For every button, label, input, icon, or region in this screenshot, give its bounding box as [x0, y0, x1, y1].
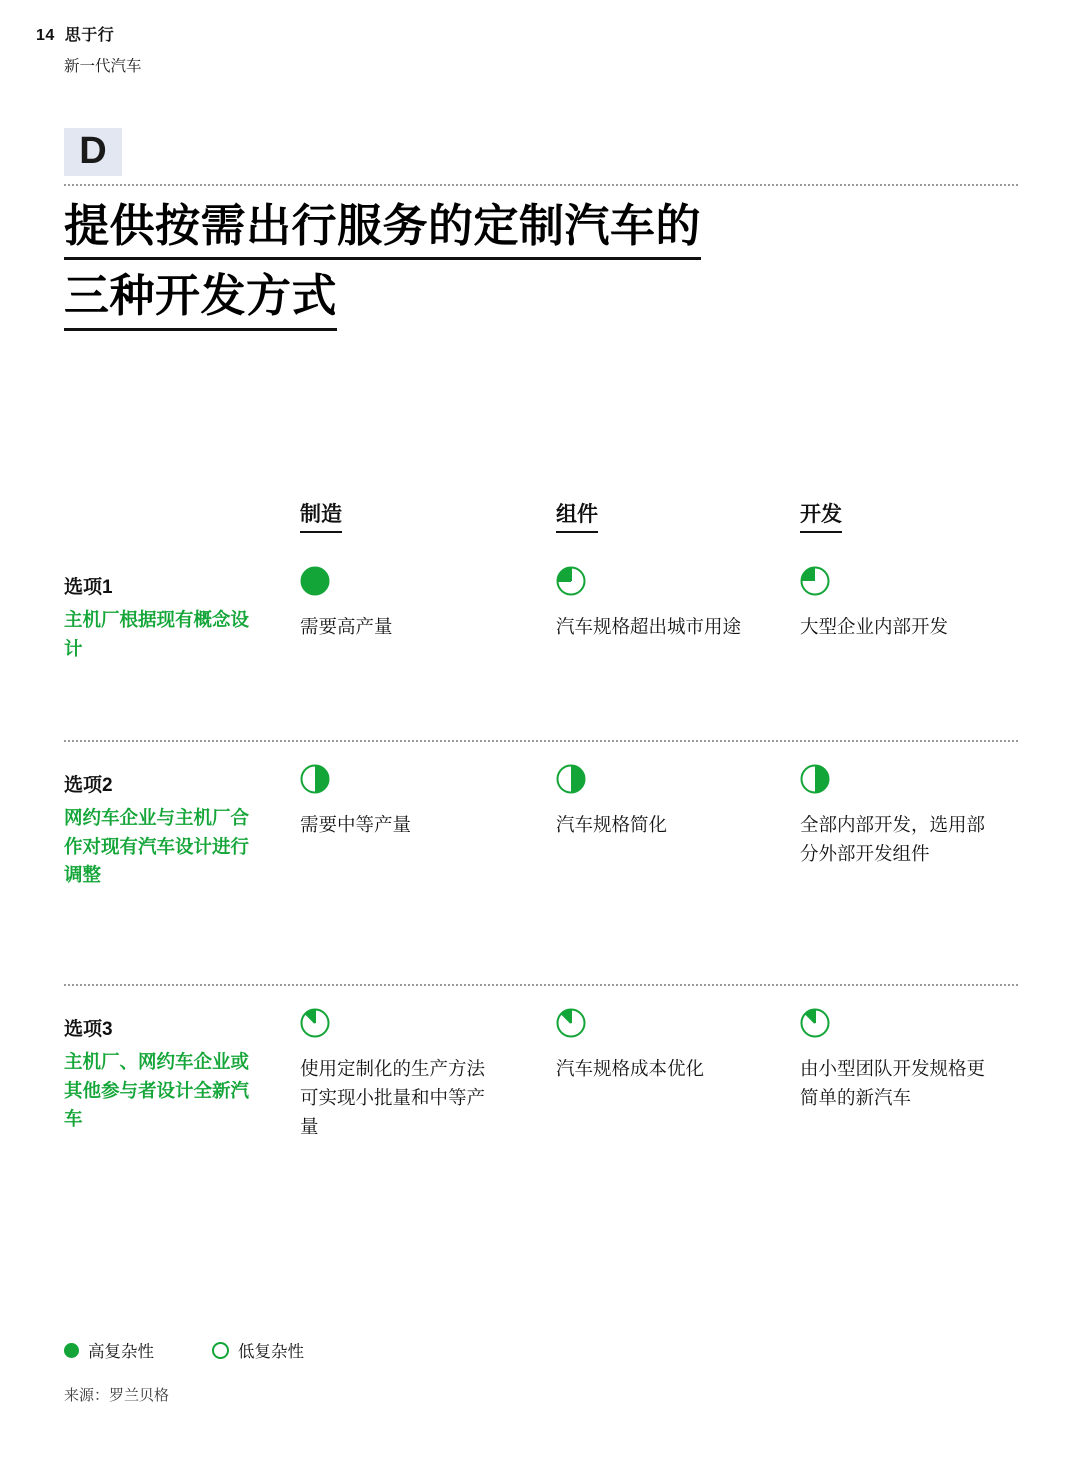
legend-empty-circle-icon [212, 1342, 229, 1359]
option-description: 主机厂根据现有概念设计 [64, 609, 250, 659]
matrix-column-headers [64, 480, 1018, 544]
cell-text: 需要中等产量 [300, 814, 412, 835]
matrix-row [64, 984, 1018, 1226]
page-title [64, 196, 964, 337]
legend-item-low [212, 1338, 304, 1362]
section-letter-badge: D [64, 128, 122, 176]
matrix-row [64, 544, 1018, 740]
cell-text: 需要高产量 [300, 616, 393, 637]
column-header-manufacturing: 制造 [300, 498, 342, 533]
cell-text: 使用定制化的生产方法可实现小批量和中等产量 [300, 1058, 486, 1138]
cell-text: 汽车规格超出城市用途 [556, 616, 742, 637]
complexity-marker-quarter-icon [556, 566, 586, 596]
complexity-marker-half-icon [300, 764, 330, 794]
option-label: 选项1 [64, 577, 113, 598]
section-name: 思于行 [64, 27, 115, 44]
legend-label: 高复杂性 [88, 1343, 154, 1361]
matrix-row [64, 740, 1018, 984]
complexity-marker-quarter-icon [800, 566, 830, 596]
cell-text: 由小型团队开发规格更简单的新汽车 [800, 1058, 986, 1109]
legend-item-high [64, 1338, 154, 1362]
cell-text: 全部内部开发，选用部分外部开发组件 [800, 814, 986, 865]
cell-text: 大型企业内部开发 [800, 616, 949, 637]
cell-text: 汽车规格简化 [556, 814, 668, 835]
complexity-marker-eighth-icon [300, 1008, 330, 1038]
legend-full-circle-icon [64, 1343, 79, 1358]
comparison-matrix [64, 480, 1018, 1226]
page-title-line-1: 提供按需出行服务的定制汽车的 [64, 196, 701, 260]
option-label: 选项2 [64, 775, 113, 796]
title-divider [64, 184, 1018, 186]
complexity-marker-half-icon [800, 764, 830, 794]
complexity-marker-full-icon [300, 566, 330, 596]
header-title-line [36, 22, 142, 45]
complexity-marker-half-icon [556, 764, 586, 794]
complexity-marker-eighth-icon [556, 1008, 586, 1038]
cell-text: 汽车规格成本优化 [556, 1058, 705, 1079]
page-header [36, 22, 142, 76]
source-note: 来源：罗兰贝格 [64, 1387, 170, 1404]
legend-label: 低复杂性 [238, 1343, 304, 1361]
option-description: 网约车企业与主机厂合作对现有汽车设计进行调整 [64, 807, 250, 886]
header-subtitle: 新一代汽车 [64, 58, 142, 75]
page-number: 14 [36, 27, 55, 44]
column-header-components: 组件 [556, 498, 598, 533]
complexity-marker-eighth-icon [800, 1008, 830, 1038]
column-header-development: 开发 [800, 498, 842, 533]
option-description: 主机厂、网约车企业或其他参与者设计全新汽车 [64, 1051, 250, 1130]
option-label: 选项3 [64, 1019, 113, 1040]
page-title-line-2: 三种开发方式 [64, 266, 337, 330]
legend [64, 1338, 304, 1362]
